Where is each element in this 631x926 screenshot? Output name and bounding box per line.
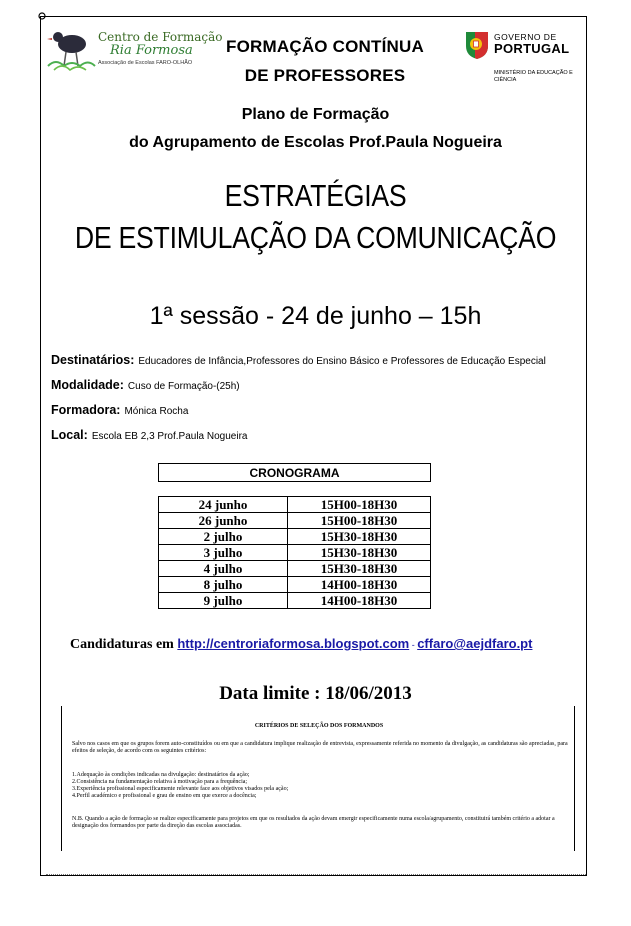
detail-local xyxy=(51,426,247,444)
centro-formacao-logo xyxy=(46,26,223,72)
criteria-item: 2.Consistência na fundamentação relativa à motivação para a frequência; xyxy=(72,779,248,785)
email-link[interactable]: cffaro@aejdfaro.pt xyxy=(417,636,533,651)
schedule-time: 15H30-18H30 xyxy=(288,529,431,545)
detail-value: Escola EB 2,3 Prof.Paula Nogueira xyxy=(91,431,248,442)
schedule-date: 8 julho xyxy=(159,577,288,593)
detail-label: Destinatários: xyxy=(51,353,135,367)
criteria-box xyxy=(61,706,575,851)
gov-logo-ministry: MINISTÉRIO DA EDUCAÇÃO E CIÊNCIA xyxy=(494,70,573,83)
bottom-divider xyxy=(46,874,586,875)
table-row xyxy=(159,529,431,545)
table-row xyxy=(159,561,431,577)
criteria-item: 4.Perfil académico e profissional e grau de ensino em que exerce a docência; xyxy=(72,793,257,799)
course-title-line1: ESTRATÉGIAS xyxy=(224,178,407,213)
schedule-date: 3 julho xyxy=(159,545,288,561)
bird-icon xyxy=(46,26,96,72)
portugal-shield-icon xyxy=(464,30,490,60)
criteria-item: 1.Adequação às condições indicadas na divulgação: destinatários da ação; xyxy=(72,772,250,778)
logo-name-line1: Centro de Formação xyxy=(98,30,223,44)
table-row xyxy=(159,513,431,529)
detail-value: Mónica Rocha xyxy=(124,406,189,417)
schedule-time: 15H30-18H30 xyxy=(288,561,431,577)
gov-logo-line1: GOVERNO DE xyxy=(494,32,557,42)
detail-destinatarios xyxy=(51,351,546,369)
session-info: 1ª sessão - 24 de junho – 15h xyxy=(149,302,482,330)
table-row xyxy=(159,497,431,513)
detail-label: Modalidade: xyxy=(51,378,124,392)
detail-value: Cuso de Formação-(25h) xyxy=(127,381,240,392)
plan-line2: do Agrupamento de Escolas Prof.Paula Nogueira xyxy=(129,134,502,151)
logo-subtitle: Associação de Escolas FARO-OLHÃO xyxy=(98,60,193,66)
schedule-heading: CRONOGRAMA xyxy=(158,463,431,482)
table-row xyxy=(159,545,431,561)
detail-formadora xyxy=(51,401,188,419)
gov-logo-line2: PORTUGAL xyxy=(494,41,570,56)
schedule-time: 15H00-18H30 xyxy=(288,513,431,529)
detail-label: Formadora: xyxy=(51,403,121,417)
applications-line xyxy=(70,636,532,653)
header-title-line2: DE PROFESSORES xyxy=(244,66,406,85)
schedule-table xyxy=(158,496,431,609)
applications-prefix: Candidaturas em xyxy=(70,637,174,652)
governo-portugal-logo xyxy=(464,30,574,90)
header-title-line1: FORMAÇÃO CONTÍNUA xyxy=(226,37,424,56)
criteria-item: 3.Experiência profissional especificamente relevante face aos objetivos visados pela ação; xyxy=(72,786,289,792)
detail-modalidade xyxy=(51,376,240,394)
logo-name-line2: Ria Formosa xyxy=(110,43,193,58)
schedule-time: 15H30-18H30 xyxy=(288,545,431,561)
blog-link[interactable]: http://centroriaformosa.blogspot.com xyxy=(177,636,410,651)
schedule-date: 9 julho xyxy=(159,593,288,609)
schedule-date: 26 junho xyxy=(159,513,288,529)
schedule-date: 24 junho xyxy=(159,497,288,513)
table-row xyxy=(159,577,431,593)
table-row xyxy=(159,593,431,609)
schedule-time: 14H00-18H30 xyxy=(288,593,431,609)
schedule-date: 2 julho xyxy=(159,529,288,545)
detail-label: Local: xyxy=(51,428,88,442)
plan-line1: Plano de Formação xyxy=(241,106,390,123)
criteria-note: N.B. Quando a ação de formação se realize especificamente para projetos em que os resultados da ação devam emergir especificamente numa escola/agrupamento, constituirá também critério a adotar a designação dos formandos por parte da direção das escolas associadas. xyxy=(72,816,555,830)
deadline: Data limite : 18/06/2013 xyxy=(219,683,412,704)
detail-value: Educadores de Infância,Professores do Ensino Básico e Professores de Educação Especial xyxy=(138,356,546,367)
link-separator: - xyxy=(409,640,418,650)
criteria-title: CRITÉRIOS DE SELEÇÃO DOS FORMANDOS xyxy=(254,723,384,729)
schedule-time: 15H00-18H30 xyxy=(288,497,431,513)
corner-mark-icon xyxy=(38,12,46,20)
criteria-intro: Salvo nos casos em que os grupos forem auto-constituídos ou em que a candidatura implique realização de entrevista, expressamente referida no momento da divulgação, as candidaturas são apreciadas, para efeitos de seleção, de acordo com os seguintes critérios: xyxy=(72,741,568,755)
course-title-line2: DE ESTIMULAÇÃO DA COMUNICAÇÃO xyxy=(74,220,557,255)
schedule-date: 4 julho xyxy=(159,561,288,577)
schedule-time: 14H00-18H30 xyxy=(288,577,431,593)
